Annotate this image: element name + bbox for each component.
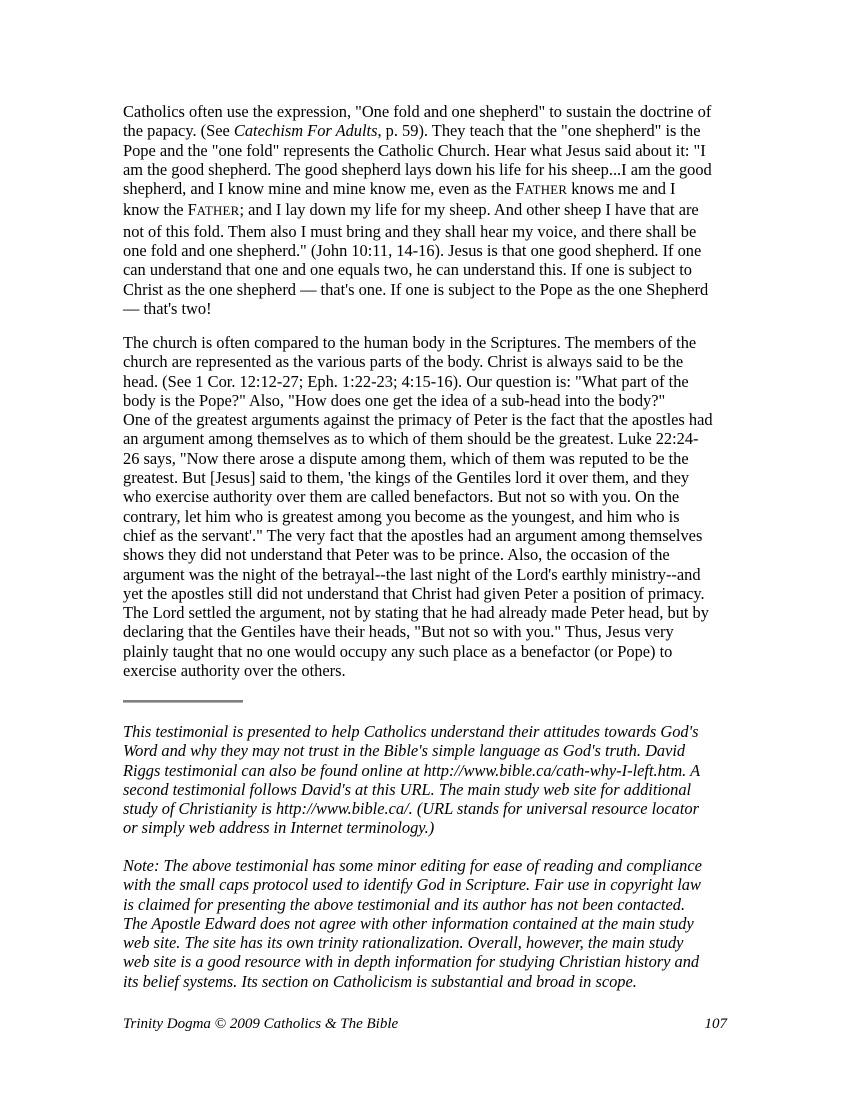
text-line: Christ as the one shepherd — that's one. If one is subject to the Pope as the one Shepherd [123,279,709,299]
paragraph-church-body [123,333,729,680]
page-number: 107 [704,1016,727,1032]
text-line: not of this fold. Them also I must bring and they shall hear my voice, and there shall be [123,221,697,241]
text-line: 26 says, "Now there arose a dispute among them, which of them was reputed to be the [123,448,689,468]
text-line: church are represented as the various parts of the body. Christ is always said to be the [123,352,684,372]
text-line: an argument among themselves as to which of them should be the greatest. Luke 22:24- [123,429,699,449]
text-line: This testimonial is presented to help Catholics understand their attitudes towards God's [123,722,699,741]
text-line: shows they did not understand that Peter was to be prince. Also, the occasion of the [123,545,670,565]
testimonial-paragraph [123,722,729,838]
text-line: Pope and the "one fold" represents the Catholic Church. Hear what Jesus said about it: "I [123,140,706,160]
text-line: yet the apostles still did not understand that Christ had given Peter a position of primacy. [123,583,705,603]
paragraph-one-shepherd [123,102,729,318]
text-line: head. (See 1 Cor. 12:12-27; Eph. 1:22-23; 4:15-16). Our question is: "What part of the [123,371,689,391]
text-line: The Lord settled the argument, not by stating that he had already made Peter head, but by [123,603,709,623]
text-line: is claimed for presenting the above testimonial and its author has not been contacted. [123,894,686,914]
text-line: Catholics often use the expression, "One fold and one shepherd" to sustain the doctrine of [123,102,712,121]
page-footer [123,1015,727,1034]
text-line: argument was the night of the betrayal--the last night of the Lord's earthly ministry--and [123,564,701,584]
text-line: can understand that one and one equals two, he can understand this. If one is subject to [123,260,692,280]
text-line: web site. The site has its own trinity rationalization. Overall, however, the main study [123,933,684,953]
text-line: chief as the servant'." The very fact that the apostles had an argument among themselves [123,525,703,545]
text-line: one fold and one shepherd." (John 10:11, 14-16). Jesus is that one good shepherd. If one [123,241,702,261]
text-line: exercise authority over the others. [123,661,346,681]
text-line: The Apostle Edward does not agree with other information contained at the main study [123,913,694,933]
text-line: its belief systems. Its section on Catholicism is substantial and broad in scope. [123,971,637,991]
text-line: declaring that the Gentiles have their heads, "But not so with you." Thus, Jesus very [123,622,674,642]
text-line: plainly taught that no one would occupy any such place as a benefactor (or Pope) to [123,641,673,661]
text-line: with the small caps protocol used to identify God in Scripture. Fair use in copyright law [123,875,701,895]
footer-book-title: Trinity Dogma © 2009 Catholics & The Bible [123,1016,399,1032]
text-line: second testimonial follows David's at this URL. The main study web site for additional [123,779,692,799]
text-line: Word and why they may not trust in the Bible's simple language as God's truth. David [123,741,686,761]
text-line: Riggs testimonial can also be found online at http://www.bible.ca/cath-why-I-left.htm. A [123,760,701,780]
text-line: web site is a good resource with in depth information for studying Christian history and [123,952,700,972]
text-line: greatest. But [Jesus] said to them, 'the kings of the Gentiles lord it over them, and they [123,468,690,488]
text-line: am the good shepherd. The good shepherd lays down his life for his sheep...I am the good [123,159,712,179]
text-line: shepherd, and I know mine and mine know me, even as the FATHER knows me and I [123,179,676,199]
text-line: The church is often compared to the human body in the Scriptures. The members of the [123,333,697,352]
text-line: or simply web address in Internet terminology.) [123,818,435,838]
text-line: study of Christianity is http://www.bible.ca/. (URL stands for universal resource locator [123,799,699,819]
text-line: One of the greatest arguments against the primacy of Peter is the fact that the apostles had [123,410,713,430]
text-line: body is the Pope?" Also, "How does one get the idea of a sub-head into the body?" [123,390,666,410]
text-line: — that's two! [123,298,212,318]
text-line: Note: The above testimonial has some minor editing for ease of reading and compliance [123,856,702,875]
text-line: contrary, let him who is greatest among you become as the youngest, and him who is [123,506,680,526]
note-paragraph [123,856,729,991]
text-line: know the FATHER; and I lay down my life for my sheep. And other sheep I have that are [123,200,699,220]
text-line: who exercise authority over them are called benefactors. But not so with you. On the [123,487,680,507]
footnote-divider-rule [123,700,243,703]
text-line: the papacy. (See Catechism For Adults, p. 59). They teach that the "one shepherd" is the [123,121,701,141]
